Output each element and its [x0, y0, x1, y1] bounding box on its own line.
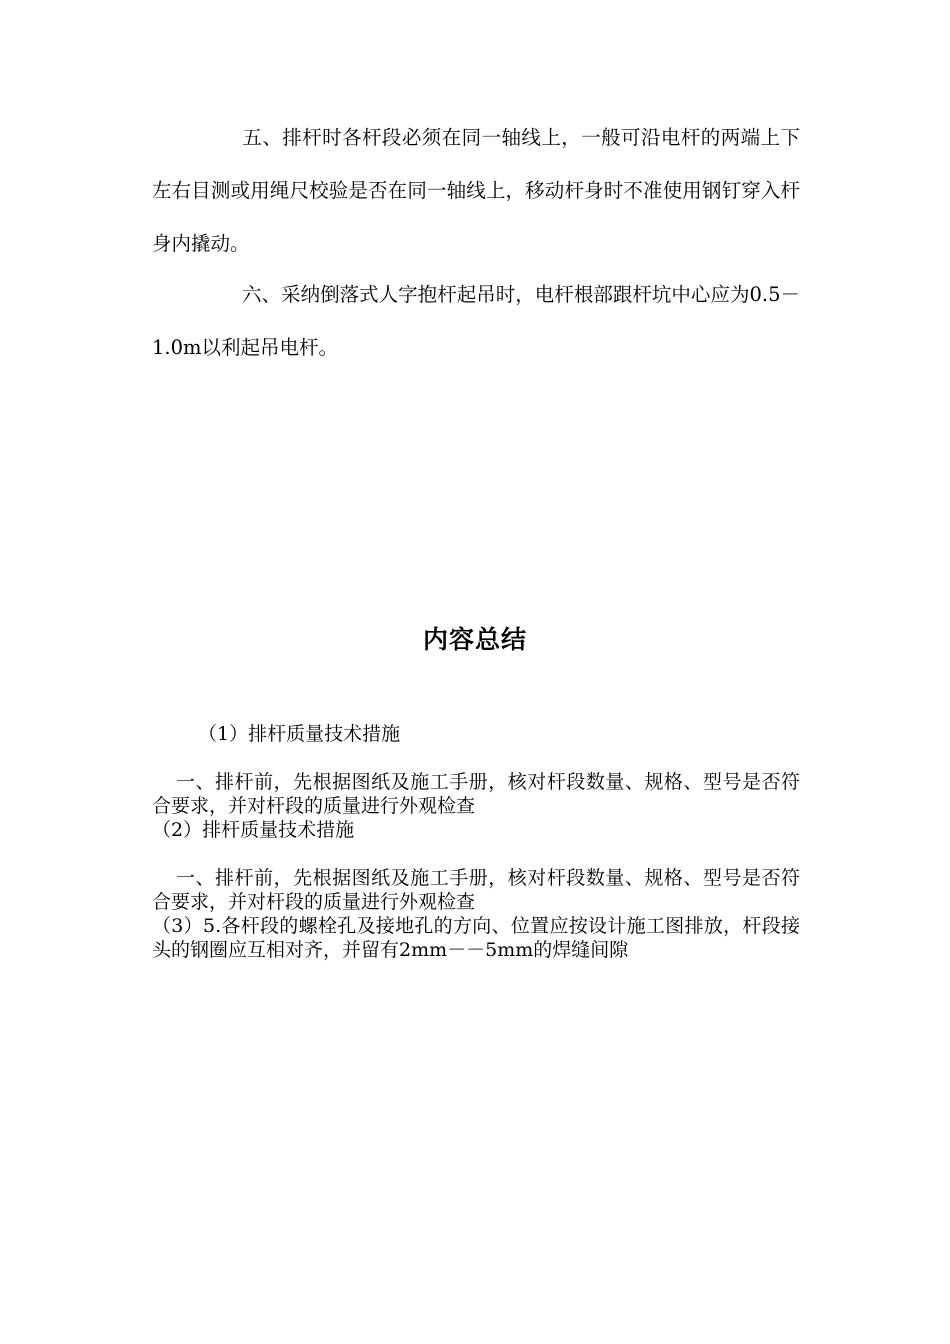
paragraph-5	[152, 111, 800, 270]
summary-item-1-body: 一、排杆前，先根据图纸及施工手册，核对杆段数量、规格、型号是否符合要求，并对杆段的质量进行外观检查	[152, 771, 800, 817]
summary-item-2-heading: （2）排杆质量技术措施	[152, 819, 355, 841]
summary-item-2-body: 一、排杆前，先根据图纸及施工手册，核对杆段数量、规格、型号是否符合要求，并对杆段的质量进行外观检查	[152, 867, 800, 913]
paragraph-6	[152, 268, 800, 374]
summary-item-1-heading: （1）排杆质量技术措施	[198, 723, 401, 745]
paragraph-6-text: 六、采纳倒落式人字抱杆起吊时，电杆根部跟杆坑中心应为0.5－1.0m以利起吊电杆。	[152, 283, 800, 359]
summary-title: 内容总结	[422, 625, 527, 654]
summary-item-3-body: （3）5.各杆段的螺栓孔及接地孔的方向、位置应按设计施工图排放，杆段接头的钢圈应互相对齐，并留有2mm－－5mm的焊缝间隙	[152, 915, 800, 961]
paragraph-5-text: 五、排杆时各杆段必须在同一轴线上，一般可沿电杆的两端上下左右目测或用绳尺校验是否在同一轴线上，移动杆身时不准使用钢钉穿入杆身内撬动。	[152, 126, 800, 255]
